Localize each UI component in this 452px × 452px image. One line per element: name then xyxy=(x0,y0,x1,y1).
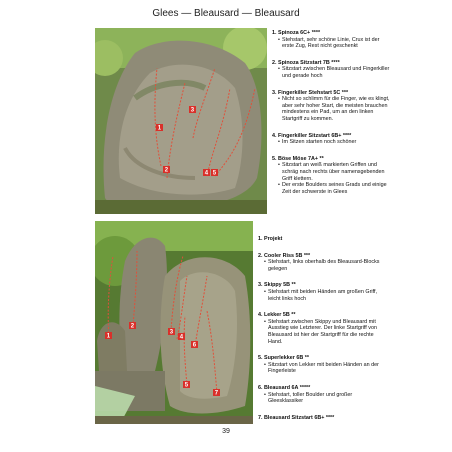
route-entry: 1. Projekt xyxy=(258,236,283,242)
svg-text:1: 1 xyxy=(157,125,162,132)
route-entry: 3. Skippy 5B ** • Stehstart mit beiden Händen am großen Griff, leicht links hoch xyxy=(258,282,383,302)
svg-text:3: 3 xyxy=(190,107,195,114)
route-entry: 5. Böse Möse 7A+ ** • Sitzstart an weiß markierten Griffen und schräg nach rechts über namensgebenden Griff klettern. • Der erste Boulders seines Grads und einige Zeit der schwerste in Glees xyxy=(272,156,392,196)
svg-text:5: 5 xyxy=(212,170,217,177)
route-entry: 4. Lekker 5B ** • Stehstart zwischen Skippy und Bleausard mit Ausstieg wie Letzterer. Der linke Startgriff von Bleausard ist hier der Startgriff für die rechte Hand. xyxy=(258,312,383,345)
route-list-top xyxy=(272,30,392,205)
page-header: Glees — Bleausard — Bleausard xyxy=(152,8,300,19)
svg-text:1: 1 xyxy=(106,333,111,340)
svg-text:2: 2 xyxy=(130,323,135,330)
route-entry: 4. Fingerkiller Sitzstart 6B+ **** • Im Sitzen starten noch schöner xyxy=(272,133,392,146)
route-list-bottom xyxy=(258,236,383,431)
svg-text:4: 4 xyxy=(204,170,209,177)
boulder-photo-bottom xyxy=(95,221,253,424)
route-entry: 1. Spinoza 6C+ **** • Stehstart, sehr schöne Linie, Crux ist der erste Zug, Rest nicht geschenkt xyxy=(272,30,392,50)
route-entry: 5. Superlekker 6B ** • Sitzstart von Lekker mit beiden Händen an der Fingerleiste xyxy=(258,355,383,375)
route-entry: 6. Bleausard 6A ***** • Stehstart, toller Boulder und großer Gleesklassiker xyxy=(258,385,383,405)
svg-text:4: 4 xyxy=(179,334,184,341)
svg-text:5: 5 xyxy=(184,382,189,389)
svg-text:6: 6 xyxy=(192,342,197,349)
svg-text:7: 7 xyxy=(214,390,219,397)
svg-text:3: 3 xyxy=(169,329,174,336)
page-number: 39 xyxy=(222,428,230,435)
svg-text:2: 2 xyxy=(164,167,169,174)
route-entry: 2. Cooler Riss 5B *** • Stehstart, links oberhalb des Bleausard-Blocks gelegen xyxy=(258,253,383,273)
route-entry: 7. Bleausard Sitzstart 6B+ **** xyxy=(258,414,335,421)
boulder-photo-top xyxy=(95,28,267,214)
route-entry: 2. Spinoza Sitzstart 7B **** • Sitzstart zwischen Bleausard und Fingerkiller und gerade hoch xyxy=(272,60,392,80)
route-entry: 3. Fingerkiller Stehstart 5C *** • Nicht so schlimm für die Finger, wie es klingt, aber sehr hoher Start, die meisten brauchen mindestens ein Pad, um an den linken Startgriff zu kommen. xyxy=(272,90,392,123)
